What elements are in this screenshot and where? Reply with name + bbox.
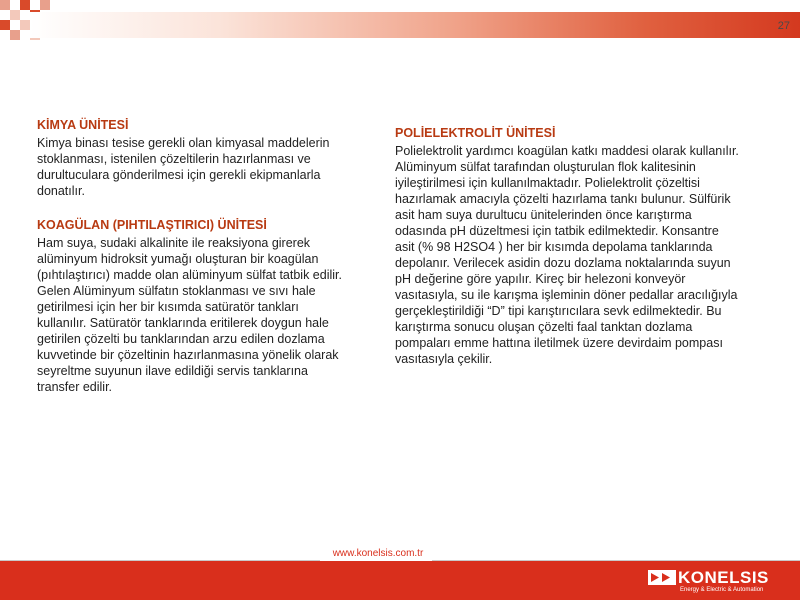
brand-name: KONELSIS — [678, 568, 769, 587]
website-link[interactable]: www.konelsis.com.tr — [320, 548, 436, 559]
konelsis-logo-icon — [648, 570, 676, 585]
left-column — [37, 117, 347, 395]
polielektrolit-unitesi-heading: POLİELEKTROLİT ÜNİTESİ — [395, 126, 556, 140]
brand-tagline: Energy & Electric & Automation — [680, 587, 764, 593]
section-spacer — [37, 199, 347, 217]
koagulan-unitesi-paragraph: Ham suya, sudaki alkalinite ile reaksiyona girerek alüminyum hidroksit yumağı oluşturan bir koagülan (pıhtılaştırıcı) madde olan alüminyum sülfat tatbik edilir. Gelen Alüminyum sülfatın stoklanması ve sıvı hale getirilmesi için her bir kısımda satüratör tankları kullanılır. Satüratör tanklarında eritilerek doygun hale getirilen çözelti bu tanklarından arzu edilen dozlama kuvvetinde bir çözeltinin hazırlanmasına yönelik olarak seyreltme suyunun ilave edildiği servis tanklarına transfer edilir. — [37, 236, 342, 394]
polielektrolit-unitesi-paragraph: Polielektrolit yardımcı koagülan katkı maddesi olarak kullanılır. Alüminyum sülfat tarafından oluşturulan flok kalitesinin iyileştirilmesi için kullanılmaktadır. Polielektrolit çözeltisi hazırlamak amacıyla çözelti hazırlama tankı bulunur. Sülfürik asit ham suya durultucu ünitelerinden önce karıştırma odasında pH düzeltmesi için tatbik edilmektedir. Konsantre asit (% 98 H2SO4 ) her bir kısımda depolama tanklarında depolanır. Verilecek asidin dozu dozlama noktalarında suyun pH değerine göre yapılır. Kireç bir helezoni konveyör vasıtasıyla, su ile karışma işleminin döner pedallar aracılığıyla gerçekleştirildiği “D” tipi karıştırıcılara sevk edilmektedir. Bu karıştırma sonucu oluşan çözelti faal tanktan dozlama pompaları emme hattına iletilmek üzere devirdaim pompası vasıtasıyla çekilir. — [395, 144, 739, 366]
koagulan-unitesi-heading: KOAGÜLAN (PIHTILAŞTIRICI) ÜNİTESİ — [37, 218, 267, 232]
header-gradient-bar — [30, 12, 800, 38]
page-number: 27 — [777, 20, 790, 32]
right-column — [395, 125, 740, 367]
kimya-unitesi-paragraph: Kimya binası tesise gerekli olan kimyasal maddelerin stoklanması, istenilen çözeltilerin hazırlanması ve durultuculara gönderilmesi için gerekli ekipmanlarla donatılır. — [37, 136, 330, 198]
kimya-unitesi-heading: KİMYA ÜNİTESİ — [37, 118, 129, 132]
